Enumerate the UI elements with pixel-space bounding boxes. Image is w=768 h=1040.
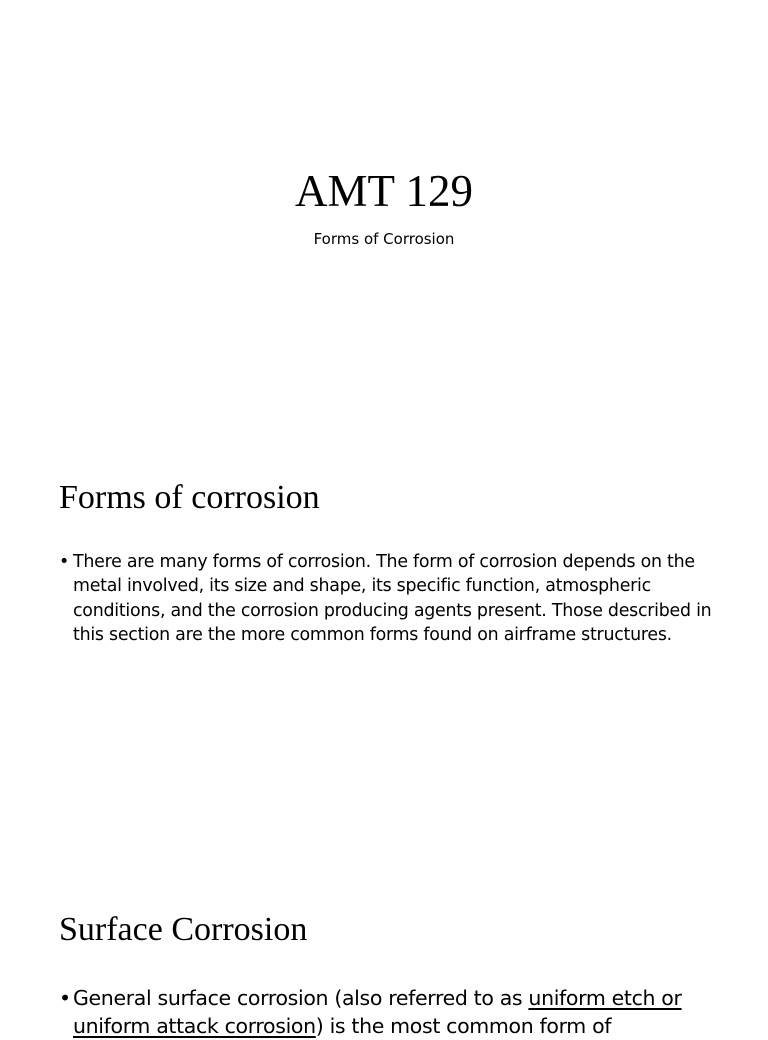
bullet-list: [59, 550, 719, 648]
bullet-marker: •: [59, 552, 70, 572]
slide-heading: Forms of corrosion: [59, 479, 320, 516]
bullet-text-underlined-term: uniform etch or uniform attack corrosion: [73, 986, 682, 1038]
bullet-text: There are many forms of corrosion. The form of corrosion depends on the metal involved, its size and shape, its specific function, atmospheric conditions, and the corrosion producing agents present. Those described in this section are the more common forms found on airframe structures.: [73, 552, 712, 646]
bullet-list: [59, 984, 719, 1040]
surface-corrosion-slide: [0, 864, 768, 1038]
bullet-item: [59, 984, 719, 1040]
slide-heading: Surface Corrosion: [59, 911, 308, 948]
bullet-text-prefix: General surface corrosion (also referred to as: [73, 986, 529, 1010]
title-slide: [0, 0, 768, 432]
bullet-item: [59, 550, 719, 648]
forms-of-corrosion-slide: [0, 432, 768, 864]
presentation-title: AMT 129: [295, 166, 473, 216]
bullet-marker: •: [59, 986, 71, 1010]
bullet-text-suffix: ) is the most common form of: [315, 1014, 612, 1038]
presentation-subtitle: Forms of Corrosion: [313, 230, 455, 248]
